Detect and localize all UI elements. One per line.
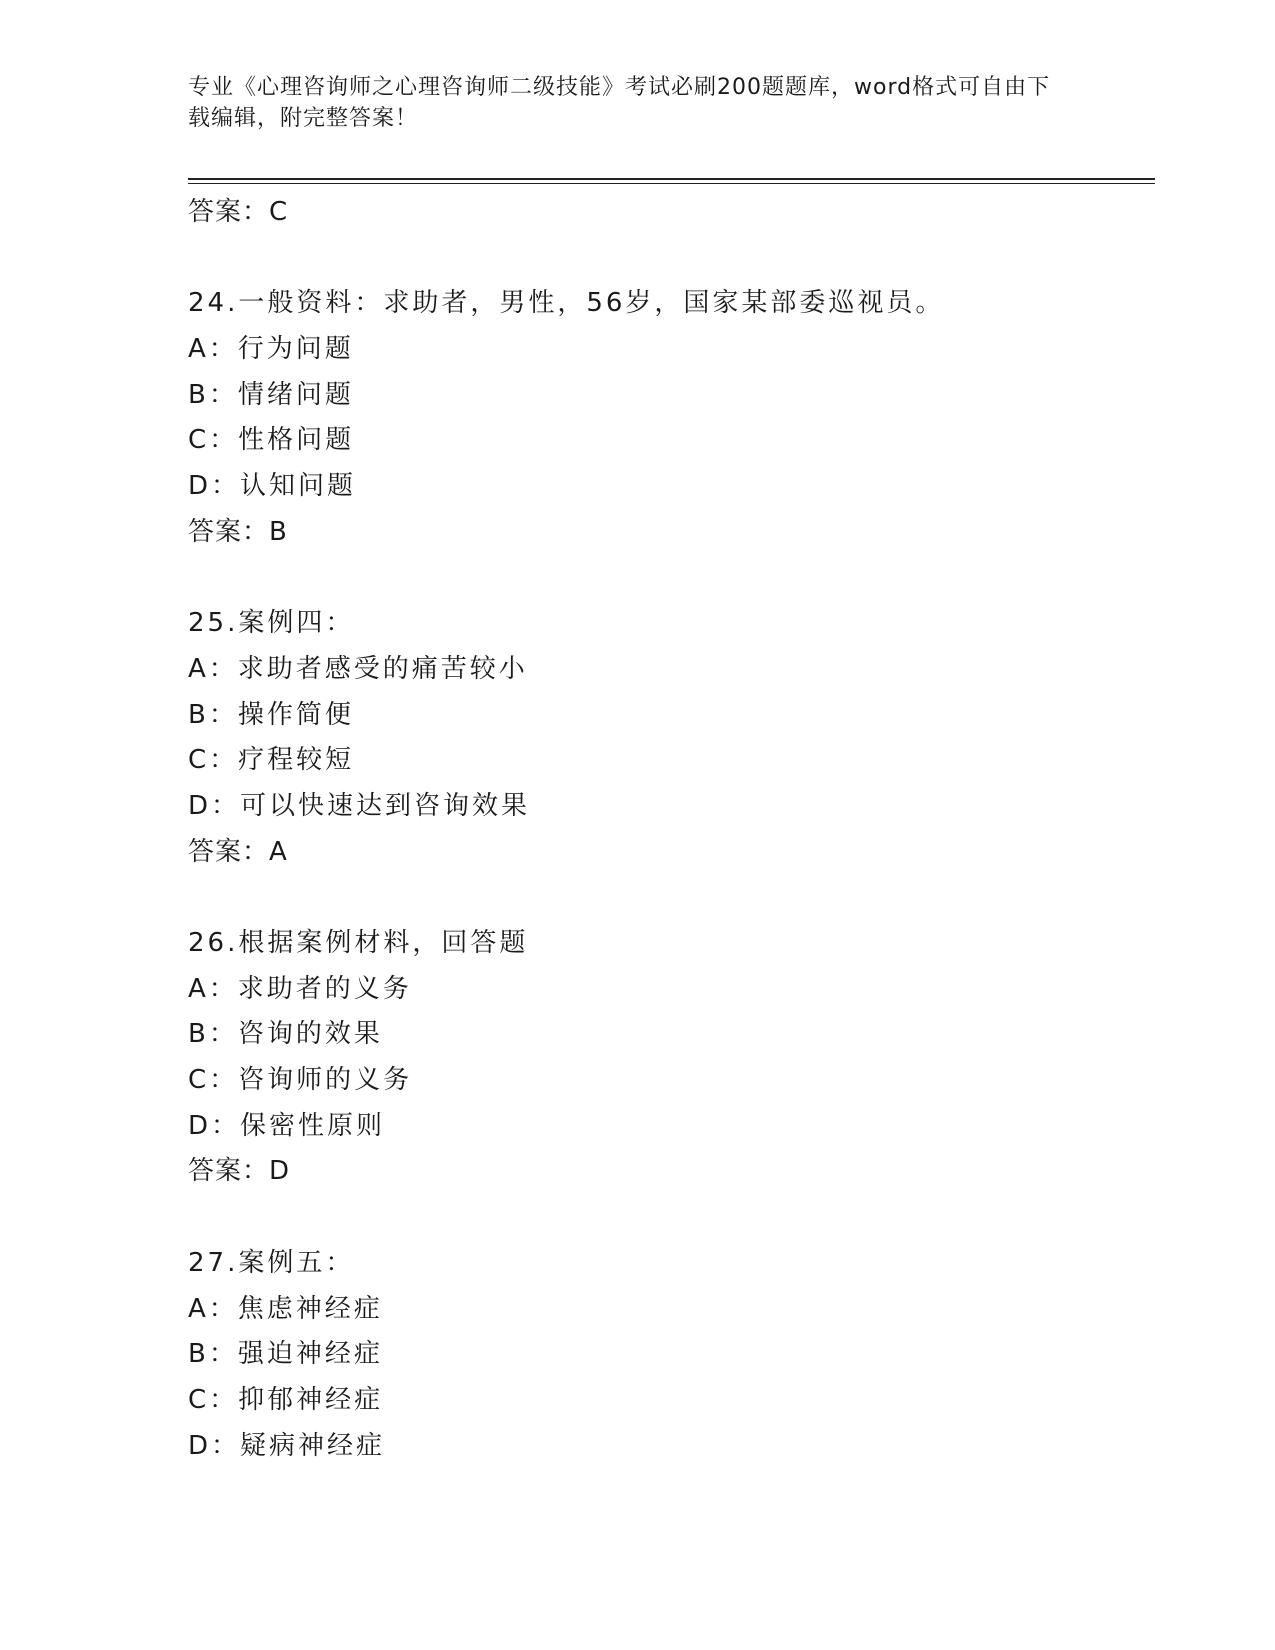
option-c: C：疗程较短 bbox=[188, 745, 355, 776]
option-c: C：性格问题 bbox=[188, 425, 355, 456]
question-block bbox=[188, 281, 1148, 555]
answer: 答案：B bbox=[188, 516, 288, 547]
option-d: D：可以快速达到咨询效果 bbox=[188, 790, 531, 821]
question-stem: 27.案例五： bbox=[188, 1247, 355, 1278]
option-a: A：行为问题 bbox=[188, 334, 354, 365]
option-d: D：认知问题 bbox=[188, 471, 357, 502]
question-block bbox=[188, 1241, 1148, 1469]
question-list bbox=[188, 190, 1148, 1469]
option-b: B：咨询的效果 bbox=[188, 1019, 383, 1050]
answer: 答案：D bbox=[188, 1156, 291, 1187]
option-b: B：强迫神经症 bbox=[188, 1339, 383, 1370]
option-a: A：焦虑神经症 bbox=[188, 1293, 383, 1324]
option-d: D：保密性原则 bbox=[188, 1110, 386, 1141]
header-rule-thin bbox=[188, 183, 1155, 184]
question-stem: 24.一般资料：求助者，男性，56岁，国家某部委巡视员。 bbox=[188, 288, 945, 319]
option-c: C：咨询师的义务 bbox=[188, 1065, 413, 1096]
option-a: A：求助者的义务 bbox=[188, 973, 412, 1004]
previous-answer: 答案：C bbox=[188, 197, 289, 227]
spacer bbox=[188, 1195, 1148, 1241]
answer: 答案：A bbox=[188, 836, 288, 867]
question-block bbox=[188, 601, 1148, 875]
option-b: B：情绪问题 bbox=[188, 379, 354, 410]
document-header: 专业《心理咨询师之心理咨询师二级技能》考试必刷200题题库，word格式可自由下载编辑，附完整答案！ bbox=[188, 75, 1051, 131]
spacer bbox=[188, 556, 1148, 602]
option-a: A：求助者感受的痛苦较小 bbox=[188, 653, 528, 684]
option-c: C：抑郁神经症 bbox=[188, 1384, 384, 1415]
question-block bbox=[188, 921, 1148, 1195]
option-b: B：操作简便 bbox=[188, 699, 354, 730]
header-rule-thick bbox=[188, 178, 1155, 180]
option-d: D：疑病神经症 bbox=[188, 1430, 386, 1461]
spacer bbox=[188, 875, 1148, 921]
question-stem: 26.根据案例材料，回答题 bbox=[188, 928, 529, 958]
question-stem: 25.案例四： bbox=[188, 608, 355, 639]
spacer bbox=[188, 236, 1148, 282]
